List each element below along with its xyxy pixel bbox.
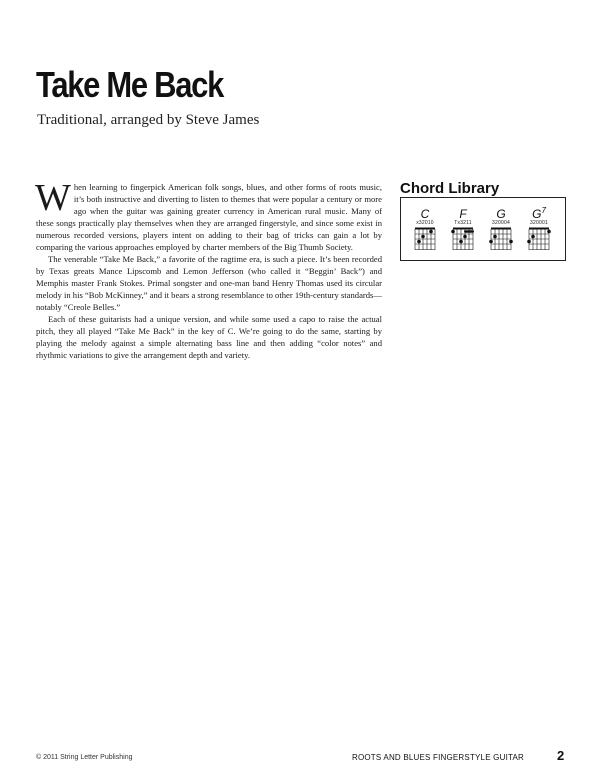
chord-g7 (522, 205, 556, 251)
chord-fingering: 320001 (530, 220, 548, 226)
chord-g (484, 205, 518, 251)
footer-book-title: ROOTS AND BLUES FINGERSTYLE GUITAR (351, 753, 524, 762)
chord-library-box (400, 197, 566, 261)
chord-library-heading: Chord Library (400, 180, 500, 197)
chord-name: G (496, 207, 506, 221)
drop-cap: W (35, 177, 71, 219)
article-body (35, 177, 382, 361)
chord-c (408, 205, 442, 251)
chord-name: F (459, 207, 467, 221)
chord-fingering: Tx3211 (454, 220, 472, 226)
song-title: Take Me Back (36, 64, 224, 105)
chord-f (446, 205, 480, 251)
chord-diagram-f (451, 227, 475, 251)
chord-fingering: x32010 (416, 220, 434, 226)
chord-diagram-c (413, 227, 437, 251)
chord-name: C (420, 207, 430, 221)
paragraph-2: The venerable “Take Me Back,” a favorite of the ragtime era, is such a piece. It’s been recorded by Texas greats Mance Lipscomb and Lemon Jefferson (who called it “Beggin’ Back”) and Memphis master Frank Stokes. Primal songster and one-man band Henry Thomas used its circular melody in his “Bob McKinney,” and it bears a strong resemblance to other 19th-century standards—notably “Creole Belles.” (36, 254, 382, 312)
footer-copyright: © 2011 String Letter Publishing (36, 754, 133, 761)
song-subtitle: Traditional, arranged by Steve James (37, 112, 260, 128)
chord-diagram-g7 (527, 227, 551, 251)
paragraph-1-text: hen learning to fingerpick American folk songs, blues, and other forms of roots music, it’s both instructive and diverting to listen to themes that were popular a century or more ago when the guitar was gaining greater currency in American rural music. Many of these songs practically play themselves when they are arranged fingerstyle, and since some exist in numerous recorded versions, players intent on adding to their bag of tricks can gain a lot by comparing the various approaches employed by charter members of the Big Thumb Society. (36, 182, 382, 252)
chord-fingering: 320004 (492, 220, 510, 226)
chord-name: $G^7$ (532, 206, 546, 221)
paragraph-3: Each of these guitarists had a unique version, and while some used a capo to raise the actual pitch, they all played “Take Me Back” in the key of C. We’re going to do the same, starting by playing the melody against a simple alternating bass line and then adding “color notes” and rhythmic variations to give the arrangement depth and variety. (36, 314, 382, 360)
chord-diagram-g (489, 227, 513, 251)
page-number: 2 (557, 748, 565, 763)
paragraph-1 (35, 177, 382, 253)
